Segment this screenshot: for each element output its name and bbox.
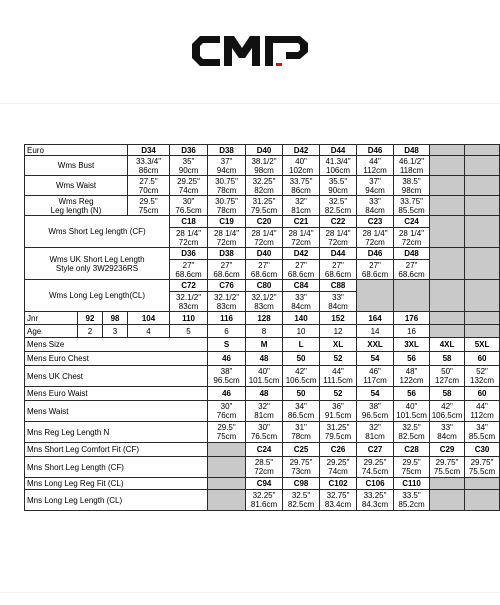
table-row [25,490,500,511]
table-row [25,338,500,352]
empty-cell [430,490,465,511]
value-cell: 46.1/2" 118cm [394,156,430,176]
row-label: Mens Waist [25,401,208,422]
value-cell: 28 1/4" 72cm [394,228,430,248]
code-cell: C110 [394,478,430,490]
row-label: Mens Size [25,338,208,352]
size-cell: 50 [283,352,320,366]
value-cell: 27" 68.6cm [320,260,357,280]
code-cell: D48 [394,248,430,260]
size-cell: S [208,338,246,352]
code-cell: D38 [208,248,246,260]
row-label: Mns Reg Leg Length N [25,422,208,443]
size-cell: 6 [208,325,246,338]
size-cell: 14 [357,325,394,338]
size-cell: D38 [208,145,246,156]
value-cell: 31" 78cm [283,422,320,443]
value-cell: 33" 84cm [283,292,320,312]
size-cell: 54 [357,352,394,366]
value-cell: 29.25" 74cm [320,457,357,478]
empty-cell [465,490,500,511]
table-row [25,145,500,156]
row-label: Mns Long Leg Reg Fit (CL) [25,478,208,490]
value-cell: 50" 127cm [430,366,465,387]
value-cell: 44" 112cm [465,401,500,422]
size-cell: D48 [394,145,430,156]
value-cell: 27" 68.6cm [283,260,320,280]
value-cell: 29.5" 75cm [208,422,246,443]
row-label: Wms UK Short Leg Length Style only 3W29236RS [25,248,170,280]
code-cell: C24 [394,216,430,228]
value-cell: 33.75" 85.5cm [394,196,430,216]
value-cell: 40" 101.5cm [394,401,430,422]
value-cell: 44" 111.5cm [320,366,357,387]
size-cell: 56 [394,387,430,401]
table-row [25,248,500,260]
size-cell: 58 [430,387,465,401]
value-cell: 33" 84cm [320,292,357,312]
value-cell: 29.25" 74.5cm [357,457,394,478]
value-cell: 32.25" 82cm [246,176,283,196]
size-cell: 128 [246,312,283,325]
empty-cell [430,248,465,280]
value-cell: 33.5" 85.2cm [394,490,430,511]
empty-cell [430,280,465,312]
empty-cell [430,325,465,338]
empty-cell [430,216,465,248]
value-cell: 31.25" 79.5cm [320,422,357,443]
row-label: Wms Short Leg length (CF) [25,216,170,248]
size-cell: 10 [283,325,320,338]
empty-cell [430,156,465,176]
value-cell: 40" 102cm [283,156,320,176]
table-row [25,352,500,366]
size-cell: 5XL [465,338,500,352]
code-cell: D44 [320,248,357,260]
size-cell: 5 [170,325,208,338]
size-cell: M [246,338,283,352]
value-cell: 32.1/2" 83cm [208,292,246,312]
value-cell: 32.25" 81.6cm [246,490,283,511]
size-cell: 46 [208,387,246,401]
code-cell: C76 [208,280,246,292]
size-cell: 60 [465,387,500,401]
empty-cell [465,312,500,325]
value-cell: 28 1/4" 72cm [208,228,246,248]
row-label: Mens UK Chest [25,366,208,387]
row-label: Mns Long Leg Length (CL) [25,490,208,511]
value-cell: 38" 96.5cm [208,366,246,387]
value-cell: 41.3/4" 106cm [320,156,357,176]
value-cell: 32.5" 82.5cm [320,196,357,216]
code-cell: C102 [320,478,357,490]
value-cell: 30" 76cm [208,401,246,422]
code-cell: C98 [283,478,320,490]
empty-cell [465,156,500,176]
row-label: Mns Short Leg Length (CF) [25,457,208,478]
row-label: Age [25,325,78,338]
value-cell: 52" 132cm [465,366,500,387]
value-cell: 46" 117cm [357,366,394,387]
size-cell: 92 [78,312,103,325]
value-cell: 30" 76.5cm [170,196,208,216]
code-cell: D42 [283,248,320,260]
value-cell: 32.1/2" 83cm [170,292,208,312]
value-cell: 44" 112cm [357,156,394,176]
value-cell: 38.1/2" 98cm [246,156,283,176]
value-cell: 29.5" 75cm [394,457,430,478]
value-cell: 35" 90cm [170,156,208,176]
value-cell: 28 1/4" 72cm [283,228,320,248]
row-label: Wms Bust [25,156,128,176]
size-cell: 50 [283,387,320,401]
table-row [25,216,500,228]
code-cell: C20 [246,216,283,228]
value-cell: 28 1/4" 72cm [170,228,208,248]
size-cell: 3 [103,325,128,338]
value-cell: 29.5" 75cm [128,196,170,216]
empty-cell [465,478,500,490]
value-cell: 28 1/4" 72cm [320,228,357,248]
size-cell: 8 [246,325,283,338]
size-cell: D36 [170,145,208,156]
value-cell: 28 1/4" 72cm [357,228,394,248]
size-cell: D44 [320,145,357,156]
size-cell: 52 [320,387,357,401]
size-cell: 110 [170,312,208,325]
divider-line [0,592,500,593]
size-cell: 16 [394,325,430,338]
size-cell: 2 [78,325,103,338]
size-cell: 48 [246,352,283,366]
table-row [25,443,500,457]
value-cell: 28 1/4" 72cm [246,228,283,248]
value-cell: 27" 68.6cm [394,260,430,280]
size-cell: 152 [320,312,357,325]
value-cell: 29.75" 75.5cm [430,457,465,478]
code-cell: C27 [357,443,394,457]
size-cell: 58 [430,352,465,366]
size-cell: D40 [246,145,283,156]
code-cell: C106 [357,478,394,490]
code-cell: C28 [394,443,430,457]
empty-cell [465,325,500,338]
code-cell: C29 [430,443,465,457]
cmp-logo [190,30,315,72]
code-cell: C88 [320,280,357,292]
empty-cell [430,176,465,196]
size-cell: D34 [128,145,170,156]
empty-cell [465,176,500,196]
empty-cell [465,145,500,156]
value-cell: 32.5" 82.5cm [394,422,430,443]
empty-cell [430,145,465,156]
value-cell: 27" 68.6cm [208,260,246,280]
table-row [25,457,500,478]
code-cell: C84 [283,280,320,292]
value-cell: 32.1/2" 83cm [246,292,283,312]
table-row [25,176,500,196]
value-cell: 42" 106.5cm [430,401,465,422]
empty-cell [430,312,465,325]
code-cell: C19 [208,216,246,228]
code-cell: C18 [170,216,208,228]
value-cell: 32" 81cm [357,422,394,443]
value-cell: 32" 81cm [246,401,283,422]
value-cell: 32.75" 83.4cm [320,490,357,511]
table-row [25,387,500,401]
value-cell: 37" 94cm [208,156,246,176]
value-cell: 30" 76.5cm [246,422,283,443]
value-cell: 32.5" 82.5cm [283,490,320,511]
empty-cell [465,248,500,280]
size-cell: D42 [283,145,320,156]
code-cell: C22 [320,216,357,228]
size-cell: 4XL [430,338,465,352]
code-cell: C24 [246,443,283,457]
value-cell: 34" 86.5cm [283,401,320,422]
row-label: Jnr [25,312,78,325]
table-row [25,312,500,325]
size-cell: 3XL [394,338,430,352]
empty-cell [430,478,465,490]
code-cell: D36 [170,248,208,260]
value-cell: 33" 84cm [357,196,394,216]
size-cell: 60 [465,352,500,366]
value-cell: 28.5" 72cm [246,457,283,478]
code-cell: C21 [283,216,320,228]
empty-cell [208,490,246,511]
size-cell: XXL [357,338,394,352]
size-cell: 56 [394,352,430,366]
value-cell: 31.25" 79.5cm [246,196,283,216]
value-cell: 32" 81cm [283,196,320,216]
size-cell: 164 [357,312,394,325]
empty-cell [208,457,246,478]
empty-cell [208,443,246,457]
table-row [25,196,500,216]
table-row [25,422,500,443]
value-cell: 29.75" 73cm [283,457,320,478]
size-cell: 104 [128,312,170,325]
value-cell: 40" 101.5cm [246,366,283,387]
value-cell: 27" 68.6cm [170,260,208,280]
size-cell: 54 [357,387,394,401]
size-chart-table [24,144,500,511]
value-cell: 30.75" 78cm [208,176,246,196]
size-cell: 116 [208,312,246,325]
code-cell: D46 [357,248,394,260]
table-row [25,325,500,338]
size-cell: 98 [103,312,128,325]
empty-cell [465,196,500,216]
value-cell: 27" 68.6cm [246,260,283,280]
code-cell: C94 [246,478,283,490]
row-label: Mens Euro Chest [25,352,208,366]
size-cell: D46 [357,145,394,156]
size-cell: 46 [208,352,246,366]
value-cell: 30.75" 78cm [208,196,246,216]
size-cell: L [283,338,320,352]
value-cell: 36" 91.5cm [320,401,357,422]
value-cell: 29.75" 75.5cm [465,457,500,478]
code-cell: C72 [170,280,208,292]
value-cell: 27" 68.6cm [357,260,394,280]
row-label: Mns Short Leg Comfort Fit (CF) [25,443,208,457]
size-cell: 12 [320,325,357,338]
divider-line [0,103,500,104]
table-row [25,478,500,490]
row-label: Wms Waist [25,176,128,196]
table-row [25,401,500,422]
code-cell: C80 [246,280,283,292]
value-cell: 33.3/4" 86cm [128,156,170,176]
code-cell: C26 [320,443,357,457]
table-row [25,366,500,387]
code-cell: C30 [465,443,500,457]
empty-cell [357,280,394,312]
table-row [25,280,500,292]
row-label: Wms Long Leg Length(CL) [25,280,170,312]
value-cell: 27.5" 70cm [128,176,170,196]
size-cell: 140 [283,312,320,325]
size-cell: XL [320,338,357,352]
empty-cell [465,280,500,312]
size-cell: 48 [246,387,283,401]
value-cell: 33.75" 86cm [283,176,320,196]
value-cell: 48" 122cm [394,366,430,387]
value-cell: 29.25" 74cm [170,176,208,196]
row-label: Euro [25,145,128,156]
size-cell: 4 [128,325,170,338]
empty-cell [430,196,465,216]
code-cell: C23 [357,216,394,228]
row-label: Mens Euro Waist [25,387,208,401]
value-cell: 35.5" 90cm [320,176,357,196]
empty-cell [465,216,500,248]
code-cell: D40 [246,248,283,260]
value-cell: 38" 96.5cm [357,401,394,422]
value-cell: 37" 94cm [357,176,394,196]
code-cell: C25 [283,443,320,457]
value-cell: 33" 84cm [430,422,465,443]
value-cell: 42" 106.5cm [283,366,320,387]
value-cell: 38.5" 98cm [394,176,430,196]
table-row [25,156,500,176]
empty-cell [208,478,246,490]
empty-cell [394,280,430,312]
size-cell: 52 [320,352,357,366]
value-cell: 33.25" 84.3cm [357,490,394,511]
value-cell: 34" 85.5cm [465,422,500,443]
size-cell: 176 [394,312,430,325]
row-label: Wms Reg Leg length (N) [25,196,128,216]
